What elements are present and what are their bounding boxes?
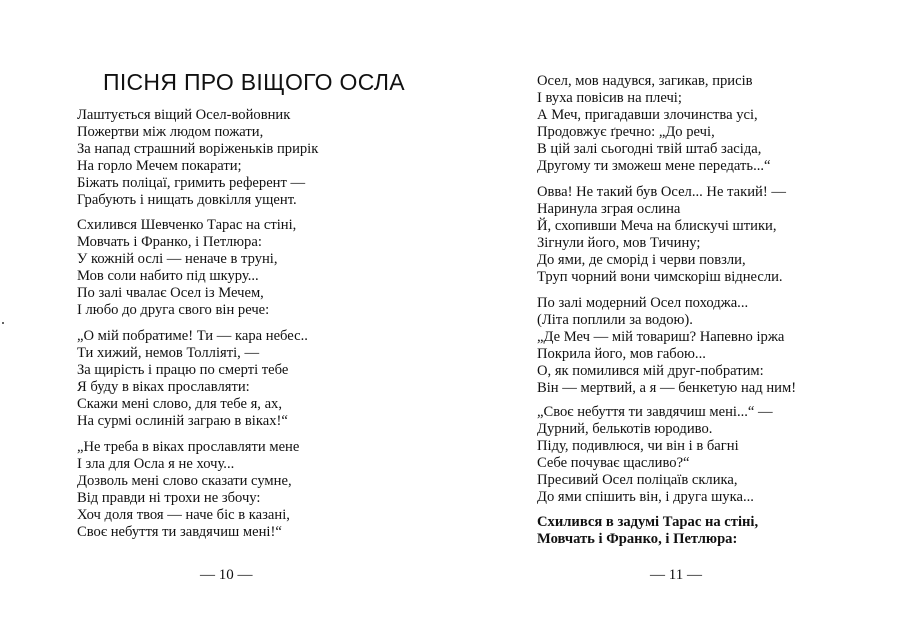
stanza-6 bbox=[537, 184, 786, 287]
poem-line: „Своє небуття ти завдячиш мені...“ — bbox=[537, 404, 773, 420]
poem-line: Труп чорний вони чимскоріш віднесли. bbox=[537, 269, 783, 286]
poem-line: Схилився в задумі Тарас на стіні, bbox=[537, 514, 759, 530]
poem-line: Й, схопивши Меча на блискучі штики, bbox=[537, 218, 777, 235]
poem-line: Він — мертвий, а я — бенкетую над ним! bbox=[537, 380, 797, 397]
poem-line: „Не треба в віках прославляти мене bbox=[77, 439, 300, 455]
poem-line: В цій залі сьогодні твій штаб засіда, bbox=[537, 141, 762, 158]
poem-line: Скажи мені слово, для тебе я, ах, bbox=[77, 396, 283, 413]
stanza-9 bbox=[537, 514, 758, 548]
stanza-1 bbox=[77, 107, 318, 210]
poem-line: Овва! Не такий був Осел... Не такий! — bbox=[537, 184, 786, 200]
poem-line: Покрила його, мов габою... bbox=[537, 346, 706, 363]
poem-line: Біжать поліцаї, гримить референт — bbox=[77, 175, 306, 192]
poem-line: Зігнули його, мов Тичину; bbox=[537, 235, 701, 252]
poem-line: Своє небуття ти завдячиш мені!“ bbox=[77, 524, 282, 541]
page-number: — 11 — bbox=[650, 567, 702, 583]
poem-line: У кожній ослі — неначе в труні, bbox=[77, 251, 278, 268]
poem-line: Мовчать і Франко, і Петлюра: bbox=[77, 234, 262, 251]
poem-line: На горло Мечем покарати; bbox=[77, 158, 242, 175]
poem-line: Я буду в віках прославляти: bbox=[77, 379, 250, 396]
poem-line: Наринула зграя ослина bbox=[537, 201, 681, 218]
stanza-5 bbox=[537, 73, 771, 176]
poem-line: Себе почуває щасливо?“ bbox=[537, 455, 690, 472]
poem-line: Схилився Шевченко Тарас на стіні, bbox=[77, 217, 297, 233]
poem-line: Мов соли набито під шкуру... bbox=[77, 268, 259, 285]
poem-line: Від правди ні трохи не збочу: bbox=[77, 490, 261, 507]
poem-line: О, як помилився мій друг-побратим: bbox=[537, 363, 764, 380]
poem-line: Лаштується віщий Осел-войовник bbox=[77, 107, 291, 123]
scan-speck bbox=[2, 322, 4, 324]
poem-line: Другому ти зможеш мене передать...“ bbox=[537, 158, 771, 175]
poem-line: Осел, мов надувся, загикав, присів bbox=[537, 73, 753, 89]
poem-line: І любо до друга свого він рече: bbox=[77, 302, 270, 319]
poem-line: І вуха повісив на плечі; bbox=[537, 90, 682, 107]
poem-line: А Меч, пригадавши злочинства усі, bbox=[537, 107, 758, 124]
stanza-8 bbox=[537, 404, 773, 507]
poem-line: Пресивий Осел поліцаїв склика, bbox=[537, 472, 738, 489]
page-number: — 10 — bbox=[200, 567, 253, 583]
poem-line: За щирість і працю по смерті тебе bbox=[77, 362, 289, 379]
stanza-2 bbox=[77, 217, 296, 320]
poem-line: Ти хижий, немов Толліяті, — bbox=[77, 345, 260, 362]
poem-line: Дозволь мені слово сказати сумне, bbox=[77, 473, 292, 490]
poem-line: Піду, подивлюся, чи він і в багні bbox=[537, 438, 739, 455]
poem-line: До ями, де сморід і черви повзли, bbox=[537, 252, 746, 269]
poem-line: (Літа поплили за водою). bbox=[537, 312, 693, 329]
poem-line: „О мій побратиме! Ти — кара небес.. bbox=[77, 328, 308, 344]
poem-line: За напад страшний воріженьків прирік bbox=[77, 141, 319, 158]
stanza-7 bbox=[537, 295, 796, 398]
right-page bbox=[450, 0, 900, 637]
stanza-4 bbox=[77, 439, 299, 542]
poem-line: Дурний, белькотів юродиво. bbox=[537, 421, 713, 438]
stanza-3 bbox=[77, 328, 308, 431]
poem-title: ПІСНЯ ПРО ВІЩОГО ОСЛА bbox=[103, 69, 405, 95]
poem-line: По залі модерний Осел походжа... bbox=[537, 295, 749, 311]
poem-line: Мовчать і Франко, і Петлюра: bbox=[537, 531, 738, 548]
poem-line: На сурмі ослиній заграю в віках!“ bbox=[77, 413, 288, 430]
poem-line: І зла для Осла я не хочу... bbox=[77, 456, 235, 473]
poem-line: Хоч доля твоя — наче біс в казані, bbox=[77, 507, 290, 524]
poem-line: Пожертви між людом пожати, bbox=[77, 124, 264, 141]
poem-line: По залі чвалає Осел із Мечем, bbox=[77, 285, 264, 302]
poem-line: „Де Меч — мій товариш? Напевно іржа bbox=[537, 329, 785, 346]
poem-line: Продовжує ґречно: „До речі, bbox=[537, 124, 715, 141]
poem-line: Грабують і нищать довкілля ущент. bbox=[77, 192, 297, 209]
poem-line: До ями спішить він, і друга шука... bbox=[537, 489, 754, 506]
